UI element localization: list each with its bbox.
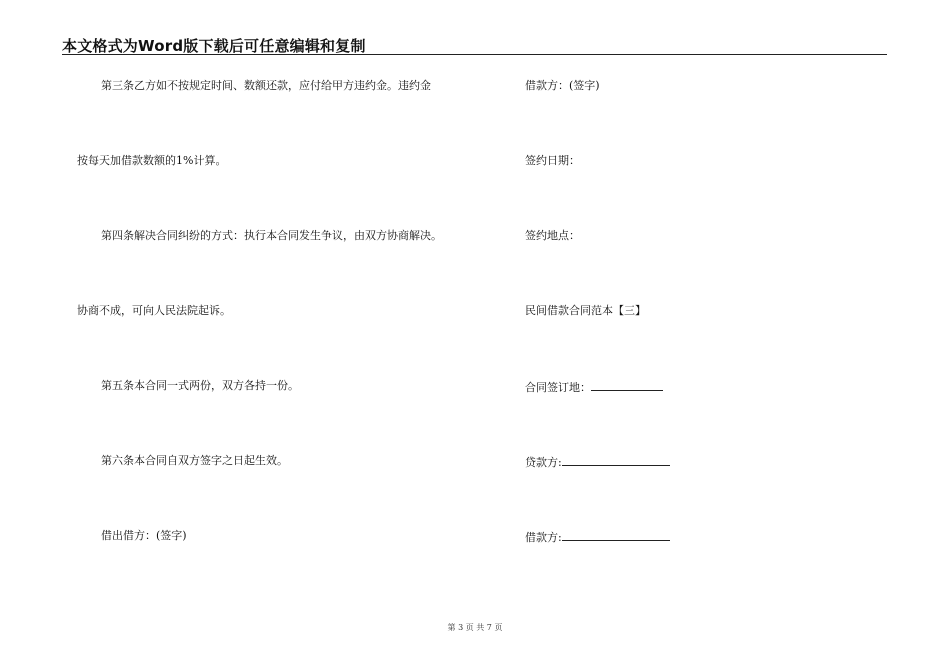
lender-signature-line: 借出借方：(签字): [101, 529, 187, 542]
sign-date-line: 签约日期：: [525, 154, 580, 167]
contract-place-row: [525, 379, 663, 395]
article4-line2: 协商不成，可向人民法院起诉。: [77, 304, 231, 317]
borrower-label: 借款方:: [525, 531, 562, 544]
contract-place-label: 合同签订地：: [525, 381, 591, 394]
article4-line1: 第四条解决合同纠纷的方式：执行本合同发生争议，由双方协商解决。: [101, 229, 442, 242]
sign-place-line: 签约地点：: [525, 229, 580, 242]
section-title: 民间借款合同范本【三】: [525, 304, 646, 317]
page-number: 第 3 页 共 7 页: [447, 623, 503, 632]
lender-label: 贷款方:: [525, 456, 562, 469]
header-divider: [62, 54, 887, 55]
article5: 第五条本合同一式两份，双方各持一份。: [101, 379, 299, 392]
contract-place-blank: [591, 379, 663, 391]
article3-line2: 按每天加借款数额的1%计算。: [77, 154, 227, 167]
article3-line1: 第三条乙方如不按规定时间、数额还款，应付给甲方违约金。违约金: [101, 79, 431, 92]
borrower-blank: [562, 529, 670, 541]
borrower-signature-line: 借款方：(签字): [525, 79, 600, 92]
lender-blank: [562, 454, 670, 466]
borrower-row: [525, 529, 670, 545]
document-header-title: 本文格式为Word版下载后可任意编辑和复制: [62, 37, 366, 55]
lender-row: [525, 454, 670, 470]
article6: 第六条本合同自双方签字之日起生效。: [101, 454, 288, 467]
